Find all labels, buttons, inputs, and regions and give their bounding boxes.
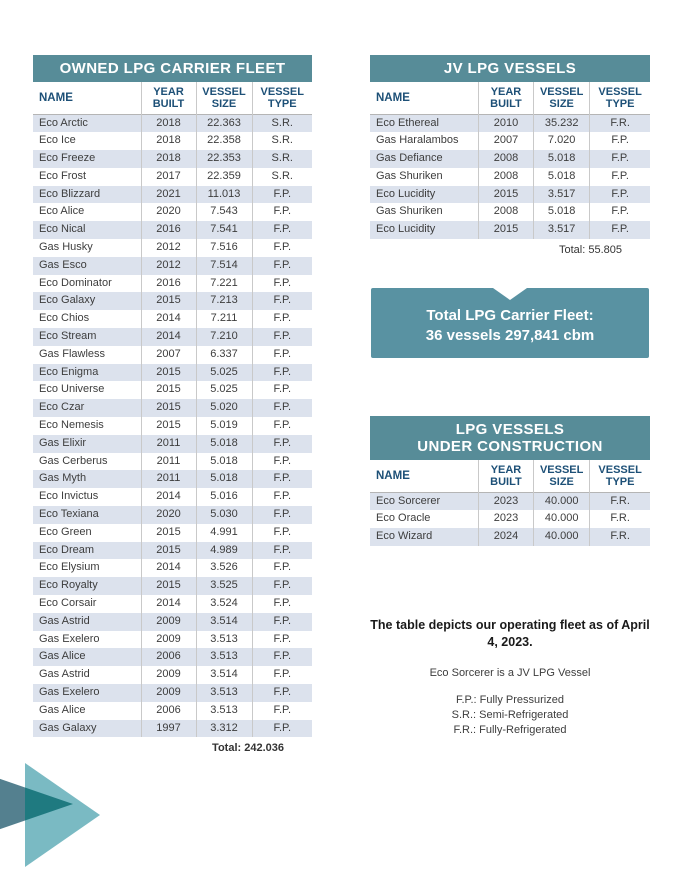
cell-name: Eco Frost [39,169,87,182]
cell-name: Eco Alice [39,205,85,218]
cell-type: F.P. [590,132,650,150]
cell-year: 2015 [141,524,196,542]
table-row [370,168,650,186]
cell-name: Gas Shuriken [376,205,443,218]
cell-type: F.P. [252,186,312,204]
cell-year: 2023 [478,492,533,510]
table-row [33,168,312,186]
cell-size: 7.541 [196,221,252,239]
cell-year: 2010 [478,114,533,132]
table-row [33,346,312,364]
banner-line1: Total LPG Carrier Fleet: [426,307,594,324]
cell-type: F.P. [252,506,312,524]
table-row [33,310,312,328]
cell-year: 2009 [141,684,196,702]
cell-name: Eco Freeze [39,152,96,165]
table-row [33,470,312,488]
cell-year: 2020 [141,506,196,524]
cell-type: F.P. [590,221,650,239]
column-header-name: NAME [376,91,410,104]
cell-type: F.P. [252,702,312,720]
cell-name: Eco Wizard [376,530,433,543]
cell-type: F.P. [252,470,312,488]
column-header-name: NAME [376,469,410,482]
cell-type: S.R. [252,114,312,132]
cell-year: 2021 [141,186,196,204]
table-row [33,613,312,631]
cell-type: S.R. [252,150,312,168]
cell-name: Eco Enigma [39,365,99,378]
cell-name: Eco Blizzard [39,187,101,200]
table-row [33,132,312,150]
table-row [33,328,312,346]
cell-year: 2014 [141,310,196,328]
table-row [33,702,312,720]
cell-name: Eco Lucidity [376,223,436,236]
cell-name: Gas Exelero [39,632,100,645]
cell-size: 5.020 [196,399,252,417]
cell-name: Eco Dominator [39,276,112,289]
cell-size: 5.025 [196,381,252,399]
cell-year: 2015 [141,381,196,399]
cell-size: 3.514 [196,666,252,684]
table-row [370,132,650,150]
table-row [370,510,650,528]
cell-size: 22.363 [196,114,252,132]
table-row [33,399,312,417]
cell-size: 11.013 [196,186,252,204]
cell-size: 3.513 [196,648,252,666]
cell-type: F.P. [252,684,312,702]
cell-year: 2011 [141,453,196,471]
cell-type: F.P. [252,559,312,577]
cell-size: 3.312 [196,720,252,738]
table-row [33,221,312,239]
table-row [33,239,312,257]
cell-size: 3.526 [196,559,252,577]
cell-size: 22.353 [196,150,252,168]
under-construction-grid [370,460,650,546]
cell-name: Gas Flawless [39,347,106,360]
owned-fleet-grid [33,82,312,737]
cell-year: 2009 [141,631,196,649]
cell-size: 3.513 [196,684,252,702]
cell-size: 7.516 [196,239,252,257]
cell-size: 40.000 [534,492,590,510]
cell-size: 5.018 [534,150,590,168]
abbreviation-legend [355,693,665,738]
cell-type: F.P. [590,150,650,168]
cell-type: F.P. [252,310,312,328]
cell-year: 2015 [141,399,196,417]
table-row [33,435,312,453]
cell-name: Gas Galaxy [39,721,97,734]
column-header-year: YEAR BUILT [478,460,533,492]
cell-year: 2008 [478,150,533,168]
cell-year: 2015 [141,417,196,435]
column-header-size: VESSEL SIZE [534,460,590,492]
table-row [370,221,650,239]
column-header-type: VESSEL TYPE [590,460,650,492]
cell-name: Gas Defiance [376,152,443,165]
owned-fleet-total: Total: 242.036 [212,742,284,755]
table-row [33,364,312,382]
cell-name: Eco Oracle [376,512,431,525]
cell-type: F.P. [252,364,312,382]
cell-name: Gas Alice [39,703,86,716]
cell-type: F.R. [590,492,650,510]
cell-size: 3.517 [534,186,590,204]
cell-size: 3.514 [196,613,252,631]
cell-type: F.P. [252,488,312,506]
cell-size: 5.016 [196,488,252,506]
cell-type: F.P. [252,292,312,310]
cell-year: 2007 [478,132,533,150]
cell-size: 22.358 [196,132,252,150]
cell-year: 2012 [141,239,196,257]
jv-vessels-title: JV LPG VESSELS [370,55,650,82]
cell-name: Gas Esco [39,258,87,271]
cell-size: 22.359 [196,168,252,186]
cell-type: F.P. [590,186,650,204]
cell-size: 35.232 [534,114,590,132]
cell-size: 3.524 [196,595,252,613]
cell-size: 5.019 [196,417,252,435]
cell-size: 3.513 [196,631,252,649]
fleet-date-note: The table depicts our operating fleet as of April 4, 2023. [370,618,650,649]
cell-type: F.P. [252,595,312,613]
table-row [33,417,312,435]
table-row [370,492,650,510]
table-row [33,186,312,204]
table-row [370,150,650,168]
cell-year: 2016 [141,221,196,239]
cell-year: 2024 [478,528,533,546]
cell-name: Eco Texiana [39,508,99,521]
table-row [33,666,312,684]
cell-name: Eco Chios [39,312,90,325]
jv-vessels-grid [370,82,650,239]
header-row [370,460,650,492]
cell-type: F.P. [252,221,312,239]
column-header-year: YEAR BUILT [478,82,533,114]
table-row [33,453,312,471]
owned-fleet-table [33,55,312,754]
column-header-size: VESSEL SIZE [196,82,252,114]
cell-name: Eco Galaxy [39,294,96,307]
cell-name: Eco Invictus [39,490,99,503]
cell-type: F.P. [252,720,312,738]
cell-type: S.R. [252,132,312,150]
cell-type: F.R. [590,114,650,132]
cell-type: F.P. [252,435,312,453]
cell-name: Eco Green [39,525,92,538]
cell-year: 2008 [478,168,533,186]
cell-type: F.P. [252,203,312,221]
cell-year: 2015 [141,364,196,382]
cell-type: F.P. [252,417,312,435]
cell-size: 5.018 [534,168,590,186]
cell-type: F.P. [252,399,312,417]
cell-year: 2007 [141,346,196,364]
cell-name: Eco Nemesis [39,419,104,432]
cell-name: Eco Ice [39,134,76,147]
cell-size: 7.514 [196,257,252,275]
cell-name: Eco Arctic [39,116,88,129]
header-row [33,82,312,114]
cell-name: Gas Shuriken [376,169,443,182]
cell-type: F.P. [252,613,312,631]
cell-year: 2015 [478,186,533,204]
cell-year: 2017 [141,168,196,186]
cell-year: 2012 [141,257,196,275]
table-row [33,631,312,649]
cell-size: 5.025 [196,364,252,382]
cell-type: F.P. [252,346,312,364]
under-construction-title-line2: UNDER CONSTRUCTION [417,438,603,455]
under-construction-title [370,416,650,460]
cell-size: 3.517 [534,221,590,239]
cell-type: S.R. [252,168,312,186]
cell-name: Gas Myth [39,472,87,485]
cell-name: Eco Elysium [39,561,100,574]
cell-size: 3.525 [196,577,252,595]
cell-size: 7.210 [196,328,252,346]
abbr-fr: F.R.: Fully-Refrigerated [453,724,567,736]
cell-name: Eco Universe [39,383,105,396]
cell-name: Gas Exelero [39,686,100,698]
table-row [370,114,650,132]
table-row [33,542,312,560]
cell-year: 2009 [141,666,196,684]
owned-fleet-title: OWNED LPG CARRIER FLEET [33,55,312,82]
cell-year: 2008 [478,203,533,221]
cell-name: Gas Cerberus [39,454,108,467]
cell-size: 5.030 [196,506,252,524]
cell-name: Eco Nical [39,223,86,236]
table-row [33,559,312,577]
cell-type: F.P. [252,524,312,542]
cell-name: Eco Stream [39,330,97,343]
cell-size: 40.000 [534,510,590,528]
table-row [33,506,312,524]
cell-name: Eco Sorcerer [376,494,441,507]
table-row [370,203,650,221]
cell-name: Gas Elixir [39,436,87,449]
cell-year: 2015 [141,542,196,560]
cell-year: 2015 [141,577,196,595]
cell-size: 40.000 [534,528,590,546]
cell-type: F.P. [252,328,312,346]
cell-name: Gas Husky [39,241,93,254]
column-header-type: VESSEL TYPE [590,82,650,114]
cell-year: 2016 [141,275,196,293]
table-row [33,720,312,738]
table-row [370,186,650,204]
cell-year: 2014 [141,595,196,613]
column-header-year: YEAR BUILT [141,82,196,114]
footnotes [355,617,665,738]
cell-type: F.R. [590,510,650,528]
abbr-sr: S.R.: Semi-Refrigerated [451,709,569,721]
cell-size: 7.211 [196,310,252,328]
cell-year: 2014 [141,559,196,577]
cell-year: 2018 [141,150,196,168]
table-row [33,203,312,221]
fleet-total-banner [371,288,649,358]
cell-size: 6.337 [196,346,252,364]
table-row [33,524,312,542]
cell-name: Gas Haralambos [376,134,459,147]
cell-name: Gas Alice [39,650,86,663]
cell-year: 2014 [141,328,196,346]
cell-size: 5.018 [534,203,590,221]
cell-year: 2014 [141,488,196,506]
under-construction-table [370,416,650,546]
cell-size: 7.221 [196,275,252,293]
cell-year: 1997 [141,720,196,738]
cell-type: F.P. [252,542,312,560]
jv-vessels-total: Total: 55.805 [559,244,622,257]
cell-type: F.P. [252,648,312,666]
table-row [33,114,312,132]
under-construction-title-line1: LPG VESSELS [455,421,565,438]
column-header-size: VESSEL SIZE [534,82,590,114]
table-row [33,648,312,666]
jv-note: Eco Sorcerer is a JV LPG Vessel [429,667,591,679]
cell-name: Eco Royalty [39,579,98,592]
corner-triangles-decoration [0,754,120,870]
table-row [33,684,312,702]
cell-size: 4.989 [196,542,252,560]
cell-size: 7.020 [534,132,590,150]
cell-year: 2006 [141,648,196,666]
cell-size: 7.213 [196,292,252,310]
cell-year: 2020 [141,203,196,221]
table-row [33,257,312,275]
cell-name: Eco Dream [39,543,95,556]
cell-year: 2023 [478,510,533,528]
table-row [33,292,312,310]
cell-size: 5.018 [196,435,252,453]
cell-name: Eco Ethereal [376,116,439,129]
cell-type: F.P. [590,203,650,221]
table-row [33,577,312,595]
abbr-fp: F.P.: Fully Pressurized [455,694,564,706]
banner-notch-icon [493,288,527,300]
cell-year: 2018 [141,132,196,150]
cell-size: 3.513 [196,702,252,720]
cell-year: 2011 [141,435,196,453]
table-row [33,150,312,168]
cell-size: 5.018 [196,470,252,488]
cell-type: F.P. [252,631,312,649]
cell-name: Gas Astrid [39,668,90,681]
table-row [33,595,312,613]
cell-type: F.P. [252,381,312,399]
cell-type: F.P. [590,168,650,186]
cell-size: 5.018 [196,453,252,471]
cell-year: 2011 [141,470,196,488]
cell-size: 4.991 [196,524,252,542]
cell-year: 2015 [478,221,533,239]
cell-type: F.P. [252,239,312,257]
cell-year: 2015 [141,292,196,310]
cell-type: F.P. [252,275,312,293]
table-row [370,528,650,546]
cell-name: Eco Lucidity [376,187,436,200]
cell-type: F.R. [590,528,650,546]
cell-type: F.P. [252,453,312,471]
cell-type: F.P. [252,257,312,275]
table-row [33,275,312,293]
cell-year: 2018 [141,114,196,132]
cell-name: Gas Astrid [39,614,90,627]
table-row [33,488,312,506]
column-header-type: VESSEL TYPE [252,82,312,114]
banner-line2: 36 vessels 297,841 cbm [425,327,595,344]
cell-type: F.P. [252,666,312,684]
header-row [370,82,650,114]
table-row [33,381,312,399]
cell-year: 2006 [141,702,196,720]
cell-name: Eco Corsair [39,597,97,610]
jv-vessels-table [370,55,650,256]
cell-size: 7.543 [196,203,252,221]
cell-year: 2009 [141,613,196,631]
column-header-name: NAME [39,91,73,104]
cell-type: F.P. [252,577,312,595]
cell-name: Eco Czar [39,401,85,414]
